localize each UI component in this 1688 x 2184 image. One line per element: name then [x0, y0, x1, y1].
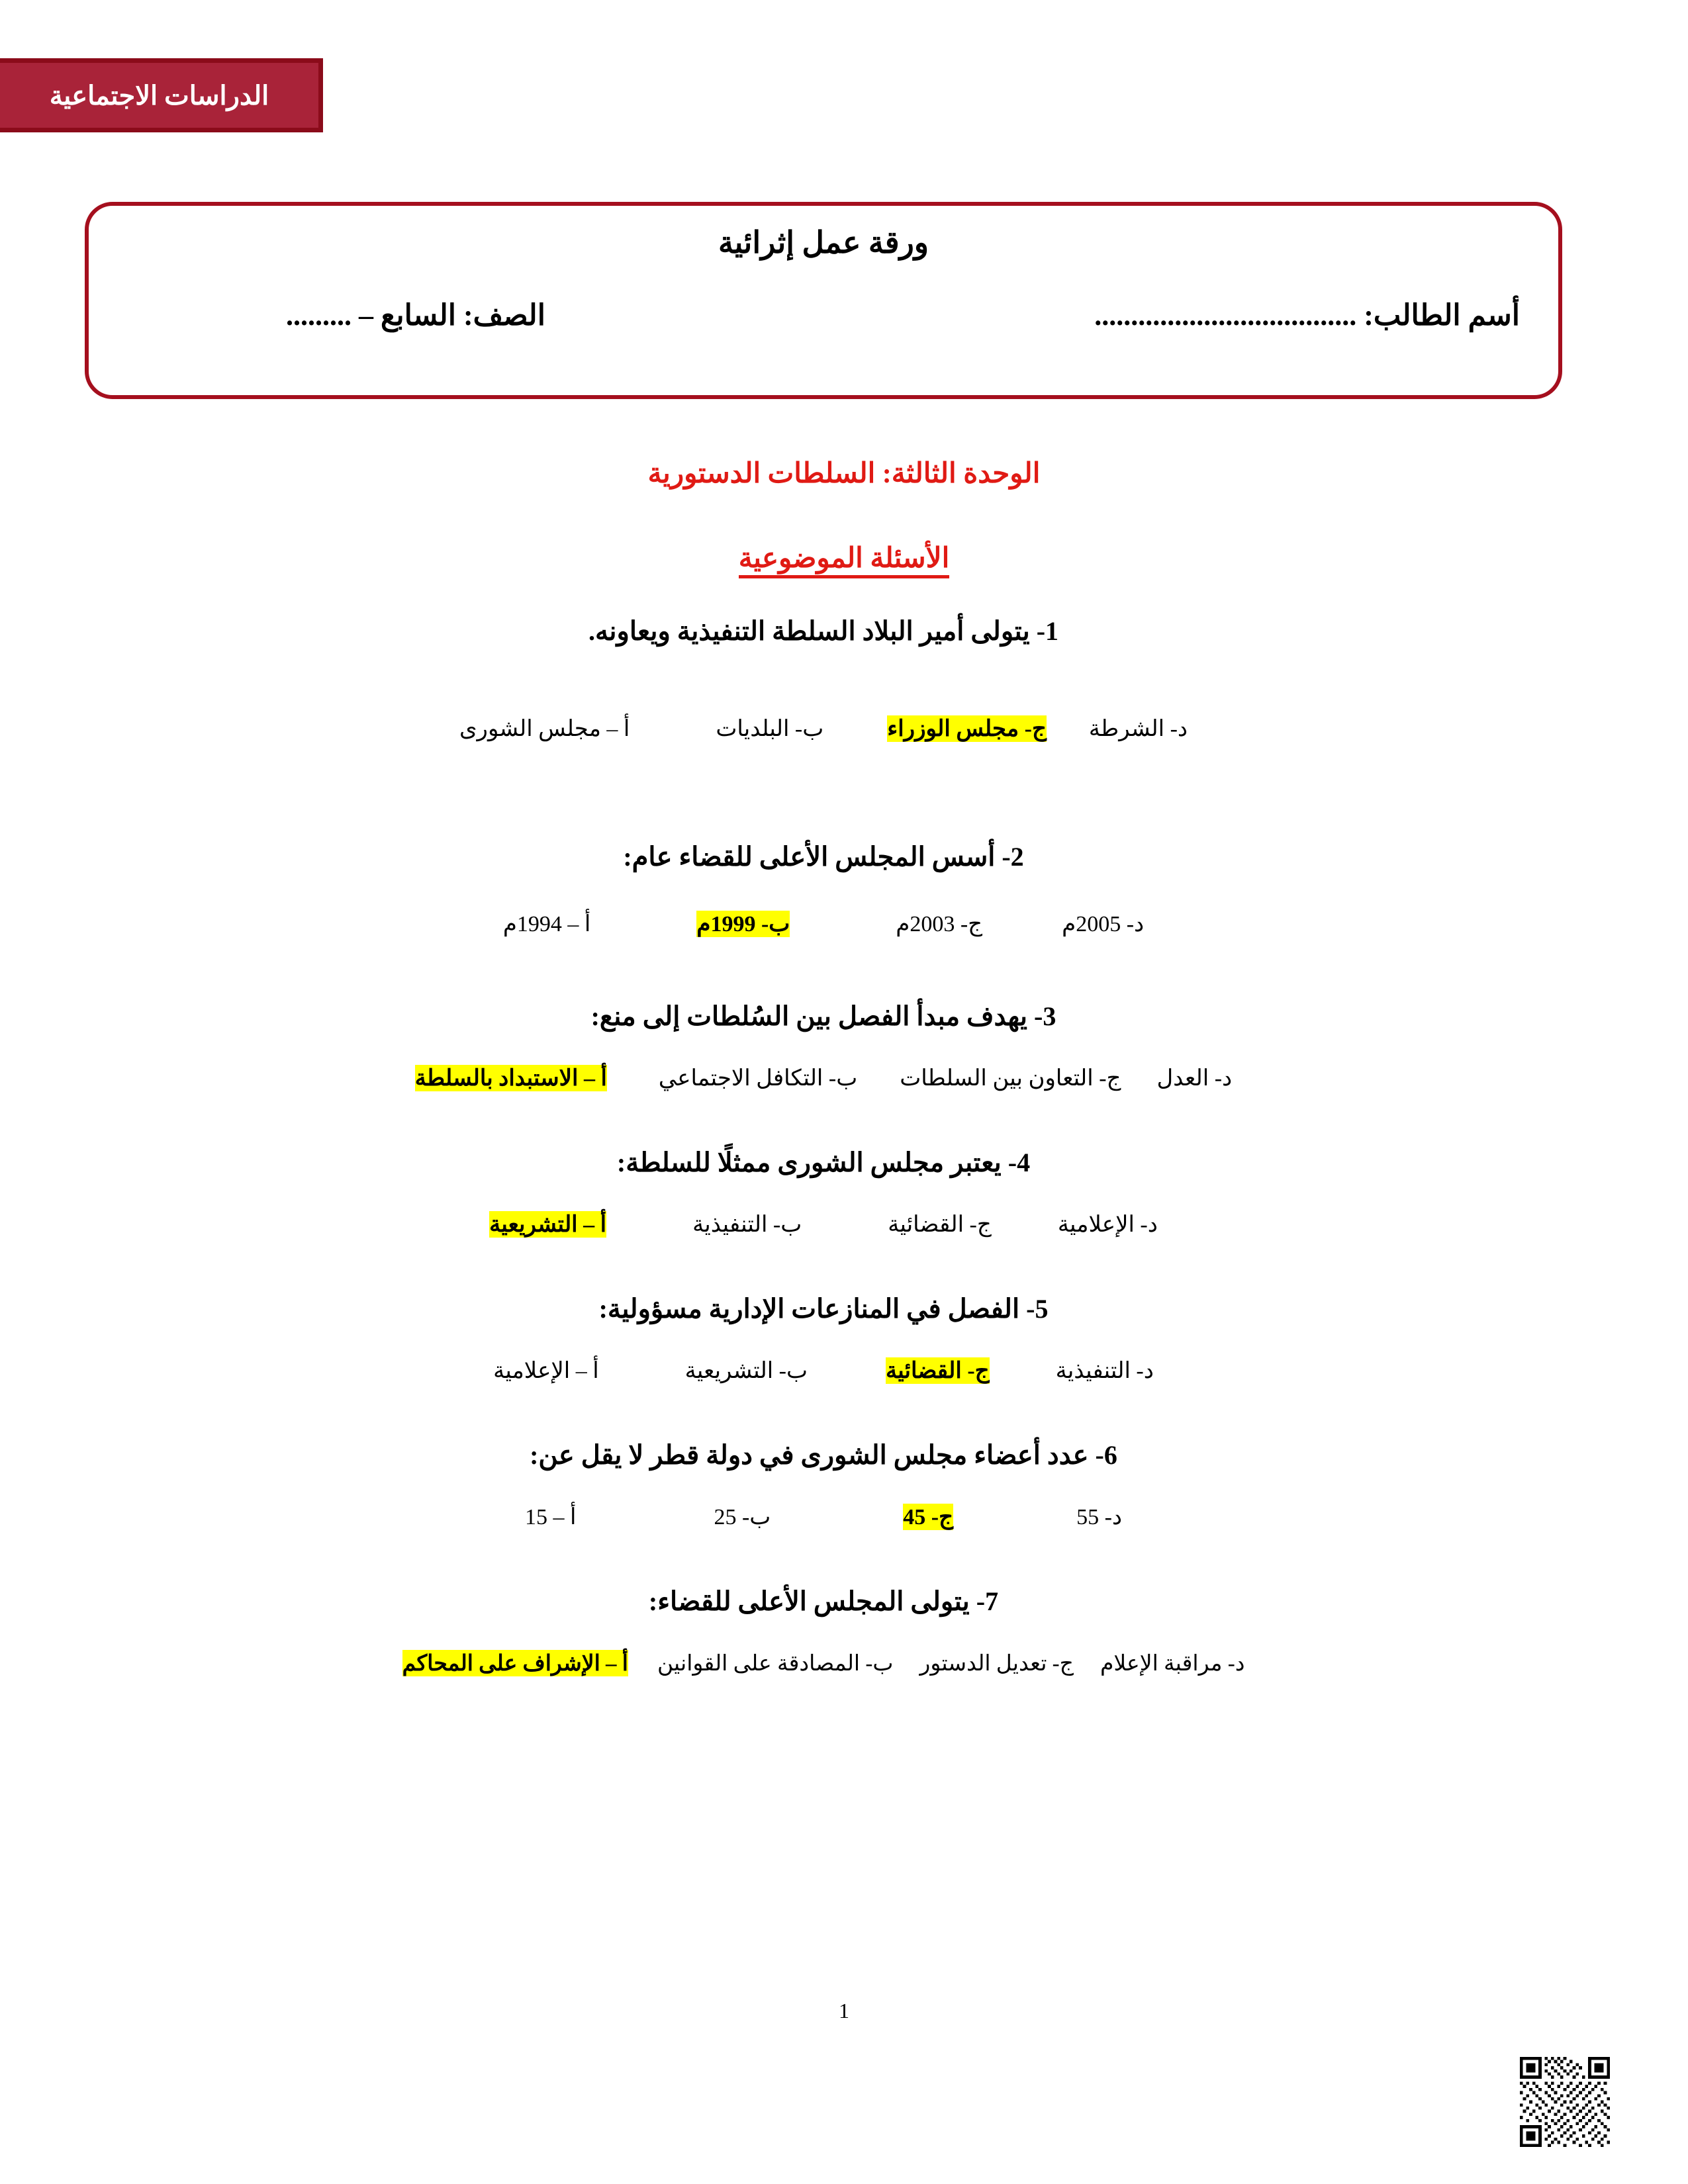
option-d[interactable]: د- العدل	[1156, 1066, 1233, 1091]
page-number: 1	[839, 1999, 849, 2023]
questions-list	[85, 615, 1562, 1676]
option-a[interactable]: أ – مجلس الشورى	[459, 717, 630, 741]
option-c[interactable]: ج- تعديل الدستور	[919, 1652, 1074, 1676]
section-heading-label: الأسئلة الموضوعية	[739, 543, 949, 578]
section-heading	[0, 541, 1688, 574]
option-a[interactable]: أ – الإشراف على المحاكم	[402, 1650, 628, 1676]
option-a[interactable]: أ – 15	[524, 1505, 577, 1529]
question-block	[85, 841, 1562, 937]
option-d[interactable]: د- الإعلامية	[1057, 1212, 1158, 1237]
option-b[interactable]: ب- 25	[714, 1505, 771, 1529]
question-block	[85, 1293, 1562, 1384]
options-row	[85, 1065, 1562, 1091]
option-a[interactable]: أ – 1994م	[502, 912, 591, 936]
student-name-field[interactable]: أسم الطالب: ....................................	[1094, 299, 1520, 332]
option-d[interactable]: د- 55	[1076, 1505, 1123, 1529]
option-d[interactable]: د- مراقبة الإعلام	[1100, 1652, 1245, 1676]
option-b[interactable]: ب- المصادقة على القوانين	[657, 1652, 894, 1676]
question-text: 3- يهدف مبدأ الفصل بين السُلطات إلى منع:	[590, 1001, 1056, 1031]
option-b[interactable]: ب- البلديات	[716, 717, 824, 741]
question-text: 1- يتولى أمير البلاد السلطة التنفيذية ويعاونه.	[588, 616, 1059, 646]
student-info-box	[85, 202, 1562, 399]
option-c[interactable]: ج- التعاون بين السلطات	[900, 1066, 1121, 1091]
question-text: 2- أسس المجلس الأعلى للقضاء عام:	[623, 842, 1024, 872]
class-field[interactable]: الصف: السابع – .........	[286, 299, 545, 332]
option-d[interactable]: د- 2005م	[1062, 912, 1145, 936]
options-row	[85, 1650, 1562, 1676]
subject-banner	[0, 58, 323, 132]
unit-heading: الوحدة الثالثة: السلطات الدستورية	[647, 459, 1041, 489]
question-block	[85, 615, 1562, 742]
worksheet-title: ورقة عمل إثرائية	[718, 226, 929, 259]
options-row	[85, 1357, 1562, 1384]
options-row	[85, 715, 1562, 742]
option-c[interactable]: ج- القضائية	[888, 1212, 992, 1237]
info-fields-row	[89, 298, 1558, 332]
option-c[interactable]: ج- القضائية	[886, 1359, 990, 1383]
options-row	[85, 1504, 1562, 1530]
option-c[interactable]: ج- 2003م	[896, 912, 983, 936]
question-block	[85, 1001, 1562, 1091]
option-a[interactable]: أ – الاستبداد بالسلطة	[414, 1066, 607, 1091]
question-text: 7- يتولى المجلس الأعلى للقضاء:	[648, 1586, 999, 1616]
question-text: 4- يعتبر مجلس الشورى ممثلًا للسلطة:	[616, 1148, 1031, 1177]
option-a[interactable]: أ – الإعلامية	[493, 1359, 599, 1383]
qr-code	[1520, 2057, 1610, 2147]
question-text: 6- عدد أعضاء مجلس الشورى في دولة قطر لا يقل عن:	[530, 1440, 1117, 1470]
options-row	[85, 1211, 1562, 1238]
question-text: 5- الفصل في المنازعات الإدارية مسؤولية:	[598, 1294, 1049, 1324]
subject-banner-label: الدراسات الاجتماعية	[49, 80, 269, 111]
option-c[interactable]: ج- 45	[903, 1505, 954, 1529]
option-b[interactable]: ب- 1999م	[696, 912, 790, 936]
option-a[interactable]: أ – التشريعية	[489, 1212, 607, 1237]
option-c[interactable]: ج- مجلس الوزراء	[887, 717, 1047, 741]
question-block	[85, 1586, 1562, 1676]
option-d[interactable]: د- الشرطة	[1088, 717, 1188, 741]
question-block	[85, 1147, 1562, 1238]
question-block	[85, 1439, 1562, 1530]
option-d[interactable]: د- التنفيذية	[1055, 1359, 1154, 1383]
option-b[interactable]: ب- التنفيذية	[692, 1212, 802, 1237]
option-b[interactable]: ب- التشريعية	[684, 1359, 808, 1383]
option-b[interactable]: ب- التكافل الاجتماعي	[658, 1066, 858, 1091]
options-row	[85, 911, 1562, 937]
